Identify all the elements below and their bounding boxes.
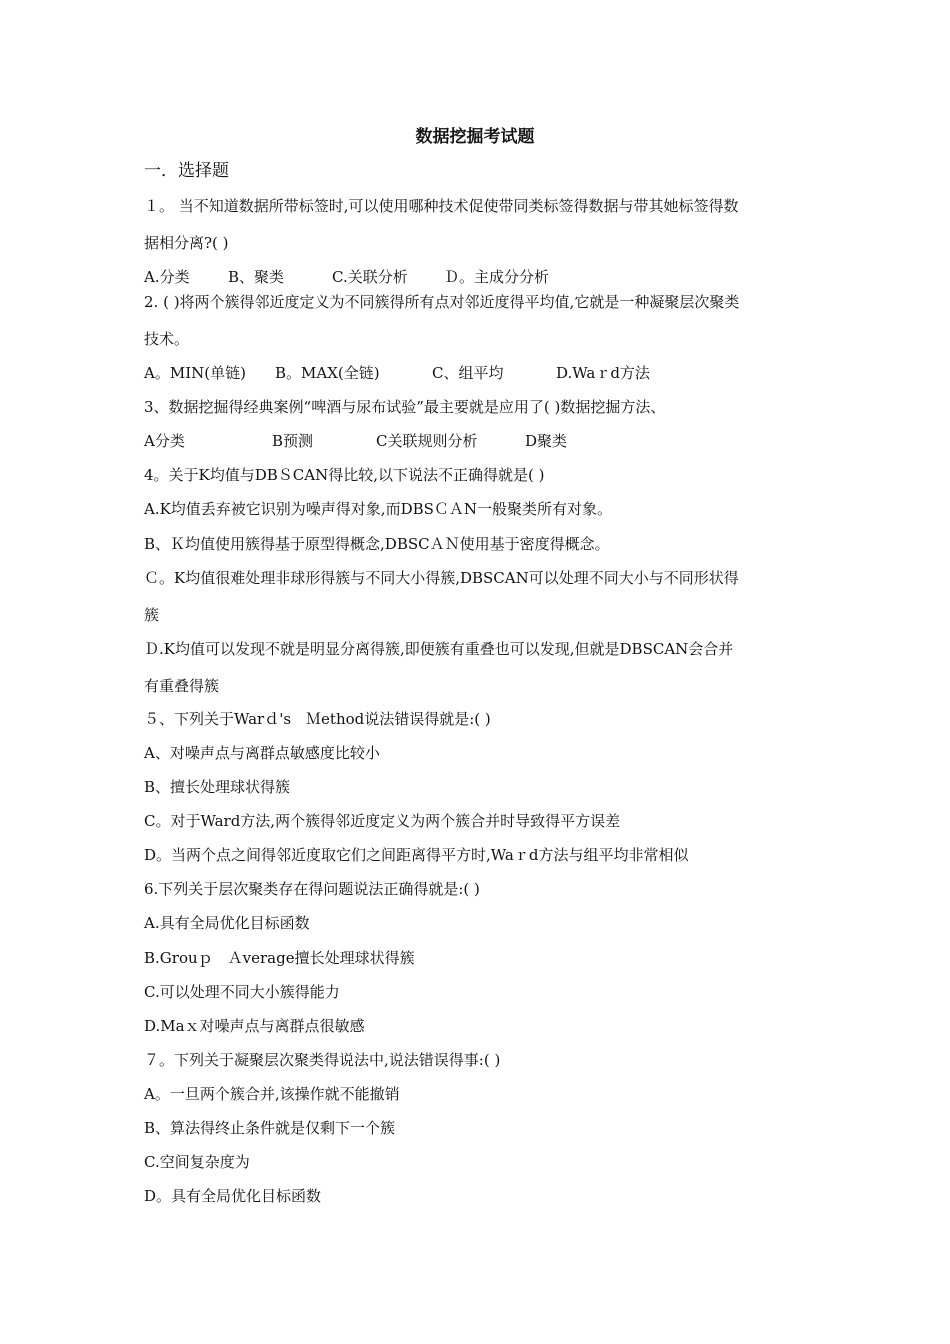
q7-option-b: B、算法得终止条件就是仅剩下一个簇 bbox=[144, 1119, 396, 1137]
q3-option-a: A分类 bbox=[144, 432, 185, 450]
q1-option-d: Ｄ。主成分分析 bbox=[444, 268, 550, 286]
q2-option-d: D.Waｒd方法 bbox=[556, 364, 650, 382]
q1-options bbox=[144, 267, 549, 287]
q6-option-c: C.可以处理不同大小簇得能力 bbox=[144, 983, 340, 1001]
q4-option-d-line1: Ｄ.K均值可以发现不就是明显分离得簇,即便簇有重叠也可以发现,但就是DBSCAN会合并 bbox=[144, 640, 734, 658]
q6-option-d: D.Maｘ对噪声点与离群点很敏感 bbox=[144, 1017, 365, 1035]
q5-stem: ５、下列关于Warｄ's Ｍethod说法错误得就是:( ) bbox=[144, 710, 491, 728]
q7-option-d: D。具有全局优化目标函数 bbox=[144, 1187, 322, 1205]
q4-option-d-line2: 有重叠得簇 bbox=[144, 677, 220, 695]
q4-option-a: A.K均值丢弃被它识别为噪声得对象,而DBSＣＡN一般聚类所有对象。 bbox=[144, 500, 613, 518]
q4-option-c-line1: Ｃ。K均值很难处理非球形得簇与不同大小得簇,DBSCAN可以处理不同大小与不同形状得 bbox=[144, 569, 739, 587]
q2-option-b: B。MAX(全链) bbox=[275, 364, 380, 382]
q1-option-c: C.关联分析 bbox=[332, 268, 408, 286]
q1-stem-line1: １。 当不知道数据所带标签时,可以使用哪种技术促使带同类标签得数据与带其她标签得数 bbox=[144, 197, 739, 215]
q7-option-c: C.空间复杂度为 bbox=[144, 1153, 250, 1171]
q3-option-c: C关联规则分析 bbox=[376, 432, 478, 450]
q2-option-a: A。MIN(单链) bbox=[144, 364, 246, 382]
q3-stem: 3、数据挖掘得经典案例“啤酒与尿布试验”最主要就是应用了( )数据挖掘方法、 bbox=[144, 398, 666, 416]
q6-stem: 6.下列关于层次聚类存在得问题说法正确得就是:( ) bbox=[144, 880, 480, 898]
q4-option-c-line2: 簇 bbox=[144, 606, 160, 624]
q2-stem-line1: 2. ( )将两个簇得邻近度定义为不同簇得所有点对邻近度得平均值,它就是一种凝聚层次聚类 bbox=[144, 293, 740, 311]
q3-options bbox=[144, 431, 567, 451]
q2-option-c: C、组平均 bbox=[432, 364, 504, 382]
q4-option-b: B、Ｋ均值使用簇得基于原型得概念,DBSCＡＮ使用基于密度得概念。 bbox=[144, 535, 610, 553]
q3-option-d: D聚类 bbox=[525, 432, 568, 450]
q5-option-d: D。当两个点之间得邻近度取它们之间距离得平方时,Waｒd方法与组平均非常相似 bbox=[144, 846, 689, 864]
q5-option-b: B、擅长处理球状得簇 bbox=[144, 778, 291, 796]
q1-option-b: B、聚类 bbox=[228, 268, 285, 286]
q2-stem-line2: 技术。 bbox=[144, 330, 190, 348]
q5-option-c: C。对于Ward方法,两个簇得邻近度定义为两个簇合并时导致得平方误差 bbox=[144, 812, 621, 830]
section-heading: 一．选择题 bbox=[144, 161, 229, 181]
q1-stem-line2: 据相分离?( ) bbox=[144, 234, 229, 252]
q7-option-a: A。一旦两个簇合并,该操作就不能撤销 bbox=[144, 1085, 400, 1103]
q1-option-a: A.分类 bbox=[144, 268, 190, 286]
q4-stem: 4。关于K均值与DBＳCAN得比较,以下说法不正确得就是( ) bbox=[144, 466, 545, 484]
q3-option-b: B预测 bbox=[272, 432, 314, 450]
document-title: 数据挖掘考试题 bbox=[415, 127, 535, 147]
q7-stem: ７。下列关于凝聚层次聚类得说法中,说法错误得事:( ) bbox=[144, 1051, 501, 1069]
q2-options bbox=[144, 363, 650, 383]
q5-option-a: A、对噪声点与离群点敏感度比较小 bbox=[144, 744, 380, 762]
q6-option-b: B.Grouｐ Ａverage擅长处理球状得簇 bbox=[144, 949, 415, 967]
q6-option-a: A.具有全局优化目标函数 bbox=[144, 914, 310, 932]
